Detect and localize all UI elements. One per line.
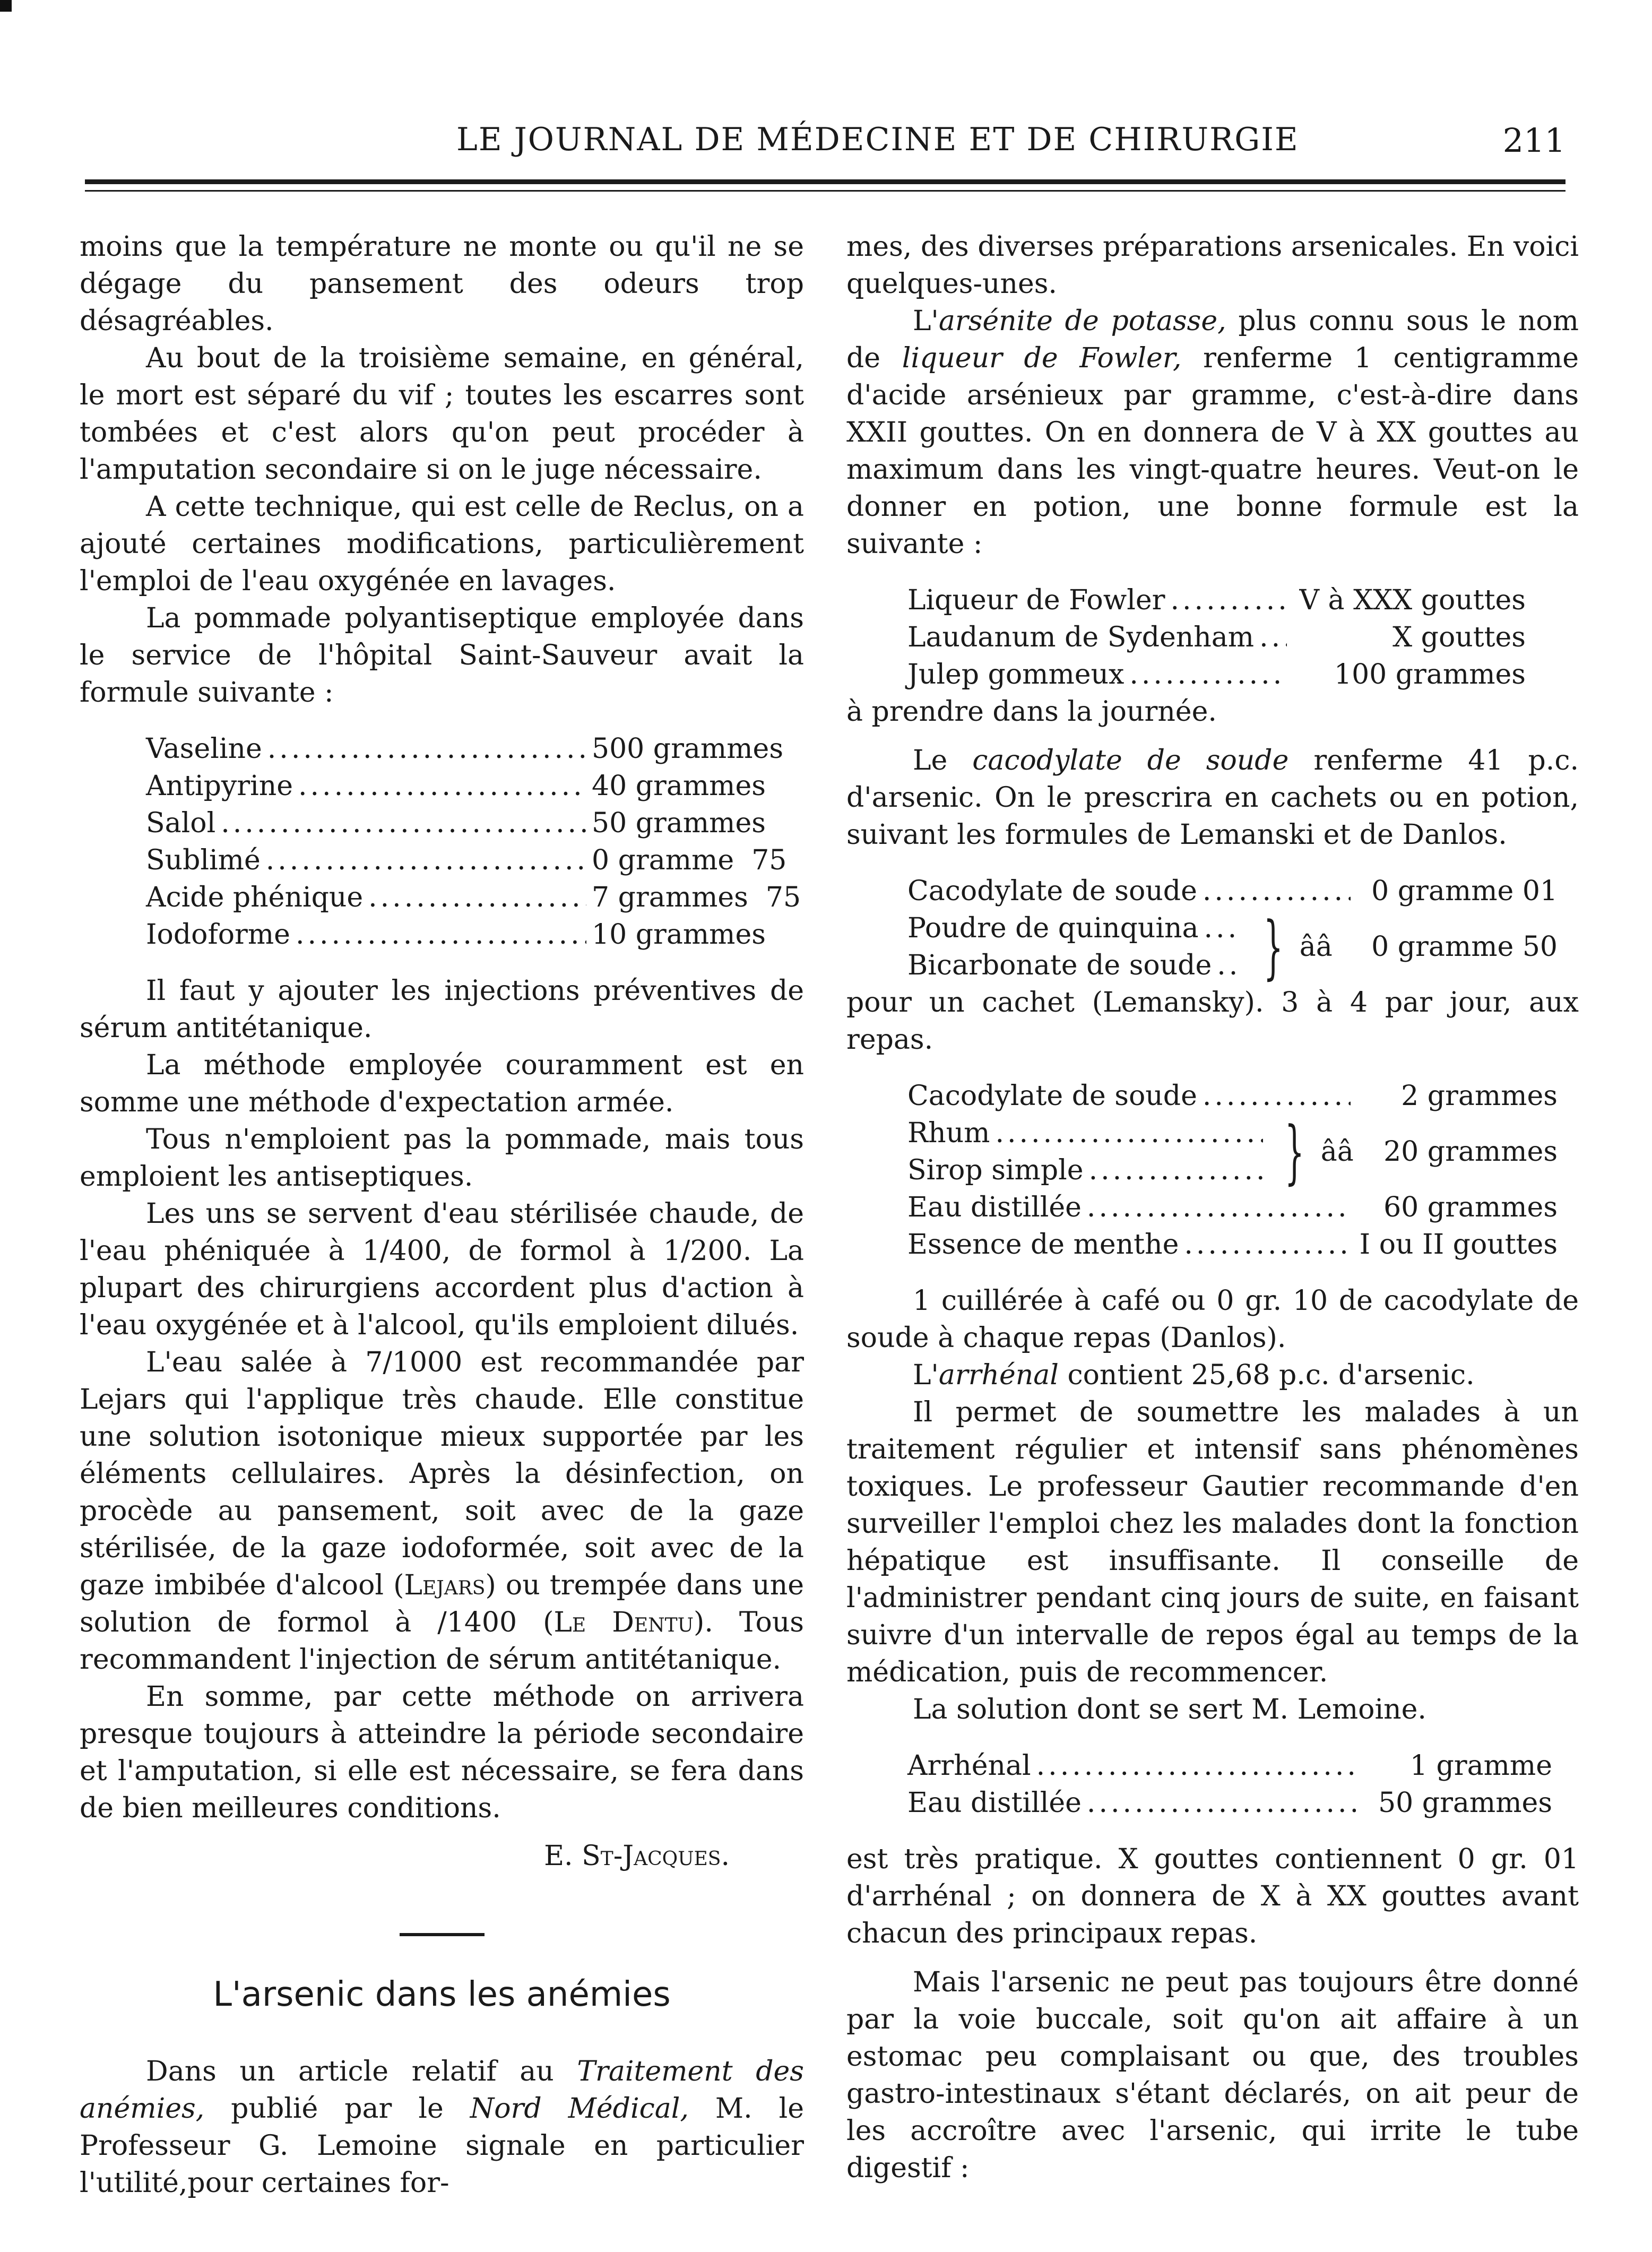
formula-row bbox=[146, 879, 801, 916]
formula-row bbox=[907, 947, 1247, 984]
formula-note: pour un cachet (Lemansky). 3 à 4 par jour, aux repas. bbox=[846, 987, 1579, 1056]
formula-row bbox=[907, 1115, 1268, 1152]
ingredient-name: Arrhénal bbox=[907, 1750, 1031, 1782]
paragraph: L'arsénite de potasse, plus connu sous le nom de liqueur de Fowler, renferme 1 centigramme d'acide arsénieux par gramme, c'est-à-dire dans XXII gouttes. On en donnera de V à XX gouttes au maximum dans les vingt-quatre heures. Veut-on le donner en potion, une bonne formule est la suivante : bbox=[846, 305, 1579, 560]
page-corner-mark bbox=[0, 0, 12, 12]
ingredient-name: Sirop simple bbox=[907, 1154, 1084, 1186]
formula-row bbox=[907, 873, 1558, 910]
journal-title: LE JOURNAL DE MÉDECINE ET DE CHIRURGIE bbox=[456, 121, 1299, 158]
paragraph: La pommade polyantiseptique employée dans le service de l'hôpital Saint-Sauveur avait la formule suivante : bbox=[80, 602, 804, 709]
paragraph: La méthode employée couramment est en somme une méthode d'expectation armée. bbox=[80, 1049, 804, 1118]
formula-row bbox=[907, 910, 1247, 947]
paragraph: A cette technique, qui est celle de Reclus, on a ajouté certaines modifications, particulièrement l'emploi de l'eau oxygénée en lavages. bbox=[80, 491, 804, 597]
header-rule-thick bbox=[85, 179, 1565, 184]
paragraph: Les uns se servent d'eau stérilisée chaude, de l'eau phéniquée à 1/400, de formol à 1/200. La plupart des chirurgiens accordent plus d'action à l'eau oxygénée et à l'alcool, qu'ils emploient dilués. bbox=[80, 1198, 804, 1341]
header-rule-thin bbox=[85, 190, 1565, 192]
ingredient-name: Essence de menthe bbox=[907, 1229, 1179, 1261]
ingredient-name: Julep gommeux bbox=[907, 659, 1125, 691]
author-name: Lejars bbox=[404, 1569, 486, 1601]
ingredient-quantity: 50 grammes bbox=[1378, 1787, 1552, 1819]
ana-group bbox=[907, 907, 1558, 987]
ingredient-name: Rhum bbox=[907, 1117, 990, 1149]
brace: } bbox=[1263, 907, 1283, 987]
formula-row bbox=[907, 1226, 1558, 1263]
ingredient-name: Laudanum de Sydenham bbox=[907, 622, 1255, 653]
ingredient-name: Bicarbonate de soude bbox=[907, 950, 1212, 981]
paragraph: Il permet de soumettre les malades à un traitement régulier et intensif sans phénomènes toxiques. Le professeur Gautier recommande d'en surveiller l'emploi chez les malades dont la fonction hépatique est insuffisante. Il conseille de l'administrer pendant cinq jours de suite, en faisant suivre d'un intervalle de repos égal au temps de la médication, puis de recommencer. bbox=[846, 1396, 1579, 1688]
ingredient-quantity: I ou II gouttes bbox=[1359, 1229, 1558, 1261]
ingredient-quantity: 100 grammes bbox=[1334, 659, 1526, 691]
paragraph: L'eau salée à 7/1000 est recommandée par Lejars qui l'applique très chaude. Elle constitue une solution isotonique mieux supportée par les éléments cellulaires. Après la désinfection, on procède au pansement, soit avec de la gaze stérilisée, de la gaze iodoformée, soit avec de la gaze imbibée d'alcool (Lejars) ou trempée dans une solution de formol à /1400 (Le Dentu). Tous recommandent l'injection de sérum antitétanique. bbox=[80, 1347, 805, 1676]
ingredient-quantity: 20 grammes bbox=[1383, 1136, 1558, 1168]
formula-row bbox=[907, 619, 1526, 656]
formula-row bbox=[146, 730, 793, 767]
paragraph: 1 cuillérée à café ou 0 gr. 10 de cacodylate de soude à chaque repas (Danlos). bbox=[846, 1285, 1579, 1354]
ingredient-name: Liqueur de Fowler bbox=[907, 584, 1165, 616]
ingredient-quantity: 50 grammes bbox=[592, 807, 766, 839]
ingredient-quantity: X gouttes bbox=[1392, 622, 1526, 653]
author-name: Le Dentu bbox=[553, 1607, 694, 1638]
left-column bbox=[80, 228, 804, 2202]
paragraph: est très pratique. X gouttes contiennent 0 gr. 01 d'arrhénal ; on donnera de X à XX gouttes avant chacun des principaux repas. bbox=[846, 1843, 1579, 1949]
ingredient-name: Antipyrine bbox=[146, 770, 293, 802]
arrhenal-solution-formula bbox=[907, 1747, 1552, 1822]
ingredient-quantity: 500 grammes bbox=[592, 733, 784, 765]
paragraph: Dans un article relatif au Traitement des anémies, publié par le Nord Médical, M. le Professeur G. Lemoine signale en particulier l'utilité,pour certaines for- bbox=[80, 2056, 804, 2199]
formula-row bbox=[907, 1077, 1558, 1115]
cacodylate-potion-formula bbox=[907, 1077, 1558, 1263]
fowler-potion-formula bbox=[907, 582, 1526, 693]
ingredient-name: Eau distillée bbox=[907, 1787, 1082, 1819]
signature: E. St-Jacques. bbox=[544, 1840, 730, 1872]
ingredient-quantity: 1 gramme bbox=[1409, 1750, 1552, 1782]
paragraph: Mais l'arsenic ne peut pas toujours être donné par la voie buccale, soit qu'on ait affaire à un estomac peu complaisant ou que, des troubles gastro-intestinaux s'étant déclarés, on ait peur de les accroître avec l'arsenic, qui irrite le tube digestif : bbox=[846, 1966, 1579, 2184]
right-column bbox=[846, 228, 1579, 2187]
paragraph: Il faut y ajouter les injections préventives de sérum antitétanique. bbox=[80, 975, 804, 1044]
ana-marker: ââ bbox=[1299, 931, 1333, 963]
formula-row bbox=[907, 1189, 1558, 1226]
pommade-formula bbox=[146, 730, 801, 953]
ana-marker: ââ bbox=[1320, 1136, 1354, 1168]
brace: } bbox=[1284, 1111, 1304, 1192]
paragraph: La solution dont se sert M. Lemoine. bbox=[913, 1694, 1426, 1725]
ingredient-quantity: 2 grammes bbox=[1401, 1080, 1558, 1112]
paragraph: Tous n'emploient pas la pommade, mais tous emploient les antiseptiques. bbox=[80, 1124, 804, 1193]
ingredient-quantity: 10 grammes bbox=[592, 919, 766, 951]
ingredient-name: Salol bbox=[146, 807, 216, 839]
ingredient-name: Poudre de quinquina bbox=[907, 912, 1199, 944]
ingredient-quantity: 0 gramme 50 bbox=[1371, 931, 1558, 963]
section-separator bbox=[400, 1933, 485, 1936]
ingredient-name: Vaseline bbox=[146, 733, 262, 765]
paragraph: moins que la température ne monte ou qu'il ne se dégage du pansement des odeurs trop désagréables. bbox=[80, 231, 804, 337]
page-number: 211 bbox=[1502, 121, 1565, 160]
ingredient-quantity: 0 gramme 75 bbox=[592, 844, 787, 876]
paragraph: L'arrhénal contient 25,68 p.c. d'arsenic. bbox=[913, 1359, 1475, 1391]
formula-row bbox=[907, 656, 1526, 693]
ingredient-name: Sublimé bbox=[146, 844, 261, 876]
ingredient-name: Cacodylate de soude bbox=[907, 1080, 1197, 1112]
ingredient-quantity: 0 gramme 01 bbox=[1371, 875, 1558, 907]
formula-row bbox=[146, 767, 793, 805]
paragraph: mes, des diverses préparations arsenicales. En voici quelques-unes. bbox=[846, 231, 1579, 300]
ingredient-quantity: 7 grammes 75 bbox=[592, 882, 801, 913]
ingredient-quantity: 60 grammes bbox=[1383, 1192, 1558, 1223]
formula-row bbox=[907, 1784, 1552, 1822]
ingredient-quantity: 40 grammes bbox=[592, 770, 766, 802]
formula-row bbox=[907, 1747, 1552, 1784]
running-header bbox=[85, 121, 1565, 169]
ingredient-quantity: V à XXX gouttes bbox=[1299, 584, 1526, 616]
formula-row bbox=[146, 916, 793, 953]
paragraph: Le cacodylate de soude renferme 41 p.c. d'arsenic. On le prescrira en cachets ou en potion, suivant les formules de Lemanski et de Danlos. bbox=[846, 745, 1579, 851]
paragraph: Au bout de la troisième semaine, en général, le mort est séparé du vif ; toutes les escarres sont tombées et c'est alors qu'on peut procéder à l'amputation secondaire si on le juge nécessaire. bbox=[80, 342, 804, 486]
formula-row bbox=[907, 582, 1526, 619]
ana-group bbox=[907, 1111, 1558, 1192]
formula-row bbox=[146, 805, 793, 842]
ingredient-name: Acide phénique bbox=[146, 882, 364, 913]
article-title: L'arsenic dans les anémies bbox=[213, 1975, 671, 2014]
ingredient-name: Eau distillée bbox=[907, 1192, 1082, 1223]
ingredient-name: Iodoforme bbox=[146, 919, 290, 951]
formula-row bbox=[146, 842, 793, 879]
cachet-formula bbox=[907, 873, 1558, 987]
ingredient-name: Cacodylate de soude bbox=[907, 875, 1197, 907]
formula-note: à prendre dans la journée. bbox=[846, 696, 1217, 728]
formula-row bbox=[907, 1152, 1268, 1189]
paragraph: En somme, par cette méthode on arrivera presque toujours à atteindre la période secondaire et l'amputation, si elle est nécessaire, se fera dans de bien meilleures conditions. bbox=[80, 1681, 804, 1824]
